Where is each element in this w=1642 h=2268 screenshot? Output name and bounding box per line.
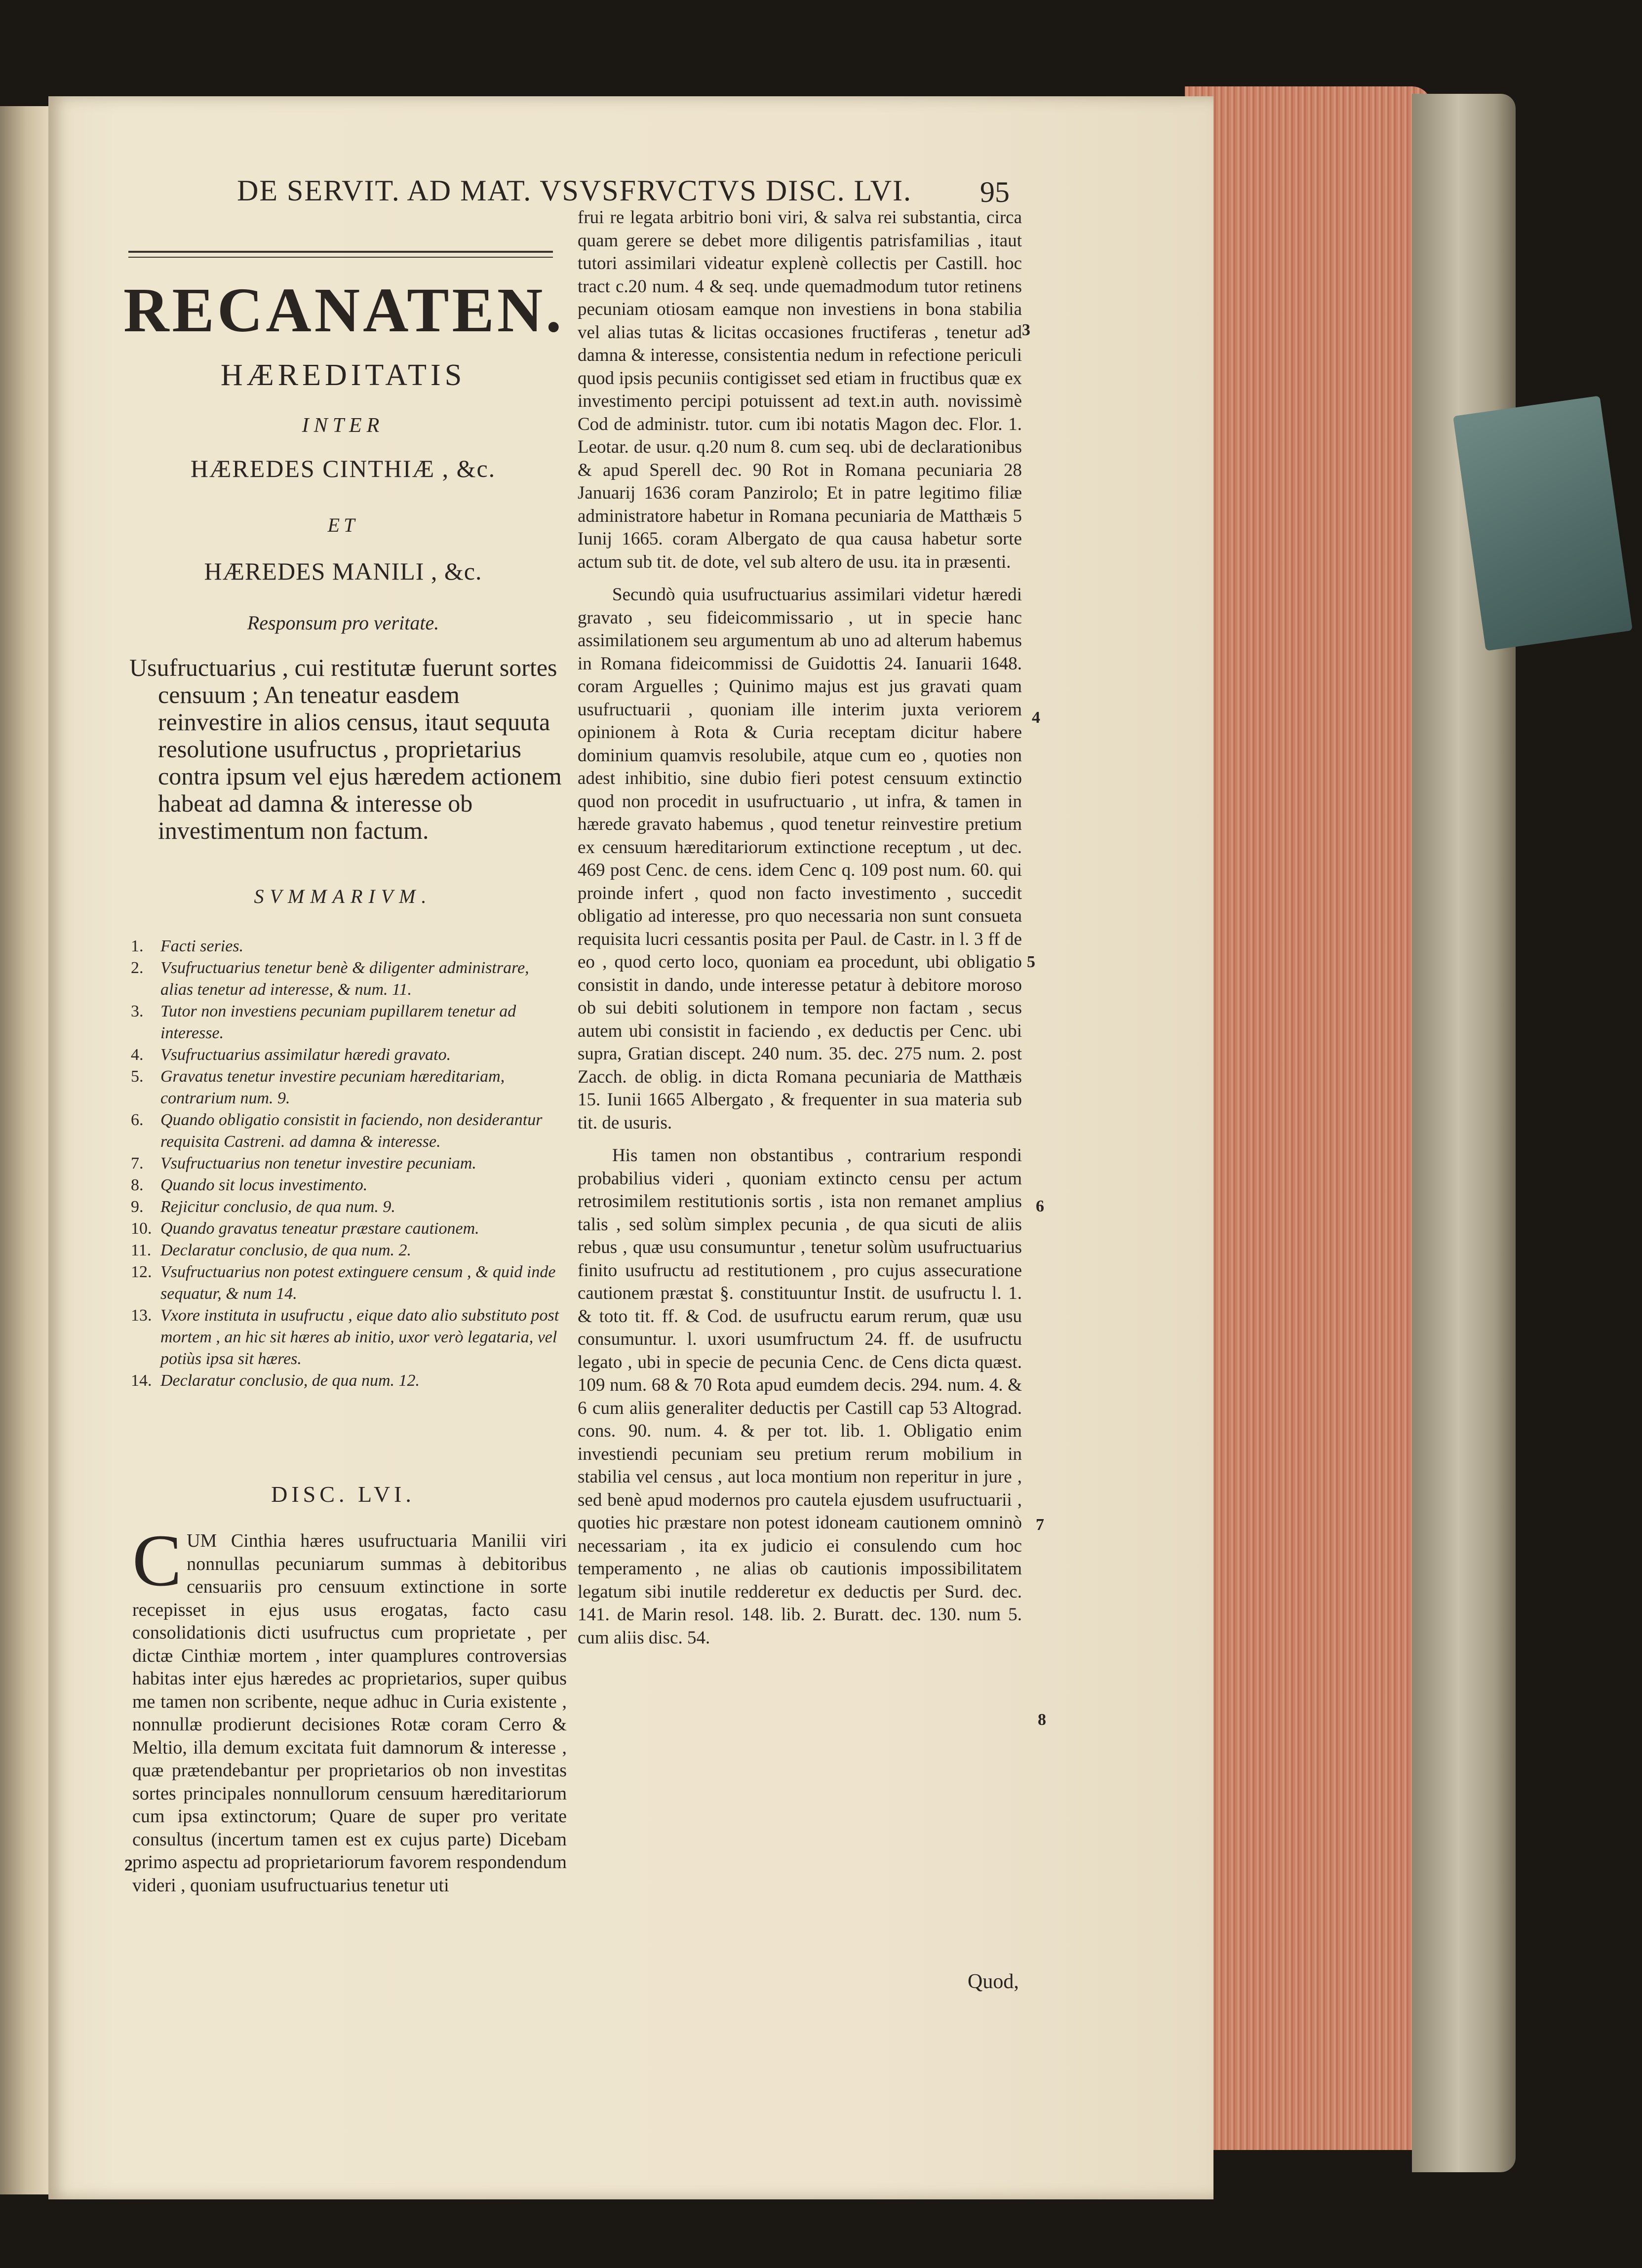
summary-item — [131, 1066, 565, 1109]
margin-number: 5 — [1027, 953, 1035, 971]
book-cover — [1412, 94, 1516, 2172]
header-rule — [128, 251, 553, 253]
summary-item-number: 14. — [131, 1371, 152, 1390]
party-one: HÆREDES CINTHIÆ , &c. — [190, 455, 496, 482]
header-rule-thin — [128, 257, 553, 258]
summarium-heading: SVMMARIVM. — [254, 885, 432, 907]
left-body-text — [132, 1520, 567, 1897]
summary-item-number: 6. — [131, 1111, 144, 1129]
summary-item-text: Tutor non investiens pecuniam pupillarem tenetur ad interesse. — [160, 1002, 516, 1042]
margin-number: 6 — [1036, 1197, 1044, 1215]
summary-item-text: Declaratur conclusio, de qua num. 2. — [160, 1241, 412, 1259]
summary-item-number: 11. — [131, 1241, 152, 1259]
summary-item-number: 9. — [131, 1198, 144, 1216]
page-block-edges — [1185, 86, 1432, 2150]
summary-item — [131, 957, 565, 1001]
page-number: 95 — [980, 176, 1010, 208]
summary-item — [131, 1044, 565, 1066]
summary-item-number: 2. — [131, 959, 144, 977]
summary-item — [131, 1261, 565, 1305]
facing-page-edge — [0, 106, 48, 2194]
margin-number: 8 — [1038, 1711, 1046, 1729]
summary-item-number: 7. — [131, 1154, 144, 1173]
question-rest: censuum ; An teneatur easdem reinvestire in alios census, itaut sequuta resolutione usufructus , proprietarius contra ipsum vel ejus hæredem actionem habeat ad damna & interesse ob investimentum non factum. — [158, 681, 562, 844]
summary-item-text: Quando obligatio consistit in faciendo, non desiderantur requisita Castreni. ad damna & interesse. — [160, 1111, 543, 1151]
summary-item-text: Vsufructuarius non tenetur investire pecuniam. — [160, 1154, 476, 1173]
party-two: HÆREDES MANILI , &c. — [204, 557, 482, 585]
summary-item-text: Rejicitur conclusio, de qua num. 9. — [160, 1198, 395, 1216]
right-paragraph-1: frui re legata arbitrio boni viri, & salva rei substantia, circa quam gerere se debet more diligentis patrisfamilias , itaut tutori assimilari videatur explenè collectis per Castill. hoc tract c.20 num. 4 & seq. unde quemadmodum tutor retinens pecuniam otiosam eamque non investiens in bona stabilia vel alias tutas & licitas occasiones fructiferas , tenetur ad damna & interesse, consistentia nedum in refectione periculi quod ipsis pecuniis contigisset sed etiam in fructibus quæ ex investimento percipi potuissent ad text.in auth. novissimè Cod de administr. tutor. cum ibi notatis Magon dec. Flor. 1. Leotar. de usur. q.20 num 8. cum seq. ubi de declarationibus & apud Sperell dec. 90 Rot in Romana pecuniaria 28 Januarij 1636 coram Panzirolo; Et in patre legitimo filiæ administratore habetur in Romana pecuniaria de Matthæis 5 Iunij 1665. coram Albergato de qua causa habetur sorte actum sub tit. de dote, vel sub altero de usu. ita in præsenti. — [578, 207, 1022, 572]
left-body-paragraph: UM Cinthia hæres usufructuaria Manilii viri nonnullas pecuniarum summas à debitoribus censuariis pro censuum extinctione in sorte recepisset in ejus usus erogatas, facto casu consolidationis dicti usufructus cum proprietate , per dictæ Cinthiæ mortem , inter quamplures controversias habitas inter ejus hæredes ac proprietarios, super quibus me tamen non scribente, neque adhuc in Curia existente , nonnullæ prodierunt decisiones Rotæ coram Cerro & Meltio, illa demum excitata fuit damnorum & interesse , quæ prætendebantur per proprietarios ob non investitas sortes principales nonnullorum censuum hæreditariorum cum ipsa extinctorum; Quare de super pro veritate consultus (incertum tamen est ex cujus parte) Dicebam primo aspectu ad proprietariorum favorem respondendum videri , quoniam usufructuarius tenetur uti — [132, 1530, 567, 1896]
right-paragraph-3: His tamen non obstantibus , contrarium respondi probabilius videri , quoniam extincto censu per actum retrosimilem restitutionis sortis , ista non remanet amplius talis , sed solùm simplex pecunia , de qua sicuti de aliis rebus , quæ usu consumuntur , tenetur solùm usufructuarius finito usufructu ad restitutionem , pro cujus assecuratione cautionem præstat §. constituuntur Instit. de usufructu l. 1. & toto tit. ff. & Cod. de usufructu earum rerum, quæ usu consumuntur. l. uxori usumfructum 24. ff. de usufructu legato , ubi in specie de pecunia Cenc. de Cens dicta quæst. 109 num. 68 & 70 Rota apud eumdem decis. 294. num. 4. & 6 cum aliis generaliter deductis per Castill cap 53 Altograd. cons. 90. num. 4. & per tot. lib. 1. Obligatio enim investiendi pecuniam seu pretium rerum mobilium in stabilia vel census , aut loca montium non reperitur in jure , sed benè apud modernos pro cautela ejusdem usufructuarii , quoties hic præstare non potest idoneam cautionem omninò necessariam , ita ex judicio ei consulendo cum hoc temperamento , ne alias ob cautionis impossibilitatem legatum sibi inutile redderetur ex deductis per Surd. dec. 141. de Marin resol. 148. lib. 2. Buratt. dec. 130. num 5. cum aliis disc. 54. — [578, 1145, 1022, 1648]
responsum-label: Responsum pro veritate. — [247, 612, 439, 634]
summary-item-text: Declaratur conclusio, de qua num. 12. — [160, 1371, 420, 1390]
summary-item-text: Quando sit locus investimento. — [160, 1176, 368, 1194]
summary-item — [131, 1240, 565, 1261]
summary-item-number: 12. — [131, 1263, 152, 1281]
et-label: ET — [327, 514, 359, 536]
summary-item — [131, 1001, 565, 1044]
case-title: RECANATEN. — [123, 275, 565, 345]
inter-label: INTER — [302, 414, 385, 437]
summary-item-text: Vsufructuarius non potest extinguere censum , & quid inde sequatur, & num 14. — [160, 1263, 556, 1303]
summary-item — [131, 936, 565, 957]
summary-item — [131, 1218, 565, 1240]
catchword: Quod, — [968, 1970, 1019, 1993]
summary-item-number: 10. — [131, 1219, 152, 1238]
margin-number: 3 — [1022, 321, 1030, 339]
summary-item-text: Gravatus tenetur investire pecuniam hæreditariam, contrarium num. 9. — [160, 1067, 505, 1107]
summary-item-number: 5. — [131, 1067, 144, 1086]
summary-item-number: 1. — [131, 937, 144, 955]
summary-item — [131, 1174, 565, 1196]
margin-number: 7 — [1036, 1516, 1044, 1534]
question-first-line: Usufructuarius , cui restitutæ fuerunt sortes — [129, 654, 557, 681]
margin-number: 4 — [1032, 708, 1040, 727]
case-subtitle: HÆREDITATIS — [220, 358, 466, 392]
summary-item-number: 3. — [131, 1002, 144, 1020]
summary-list — [131, 936, 565, 1392]
margin-number: 2 — [124, 1856, 133, 1875]
right-body-text — [578, 206, 1022, 1659]
summary-item-text: Facti series. — [160, 937, 244, 955]
summary-item-text: Vxore instituta in usufructu , eique dato alio substituto post mortem , an hic sit hæres ab initio, uxor verò legataria, vel potiùs ipsa sit hæres. — [160, 1306, 559, 1368]
summary-item — [131, 1370, 565, 1392]
summary-item-number: 13. — [131, 1306, 152, 1325]
summary-item — [131, 1153, 565, 1174]
drop-cap: C — [132, 1520, 182, 1602]
summary-item — [131, 1305, 565, 1370]
right-paragraph-2: Secundò quia usufructuarius assimilari videtur hæredi gravato , seu fideicommissario , ut in specie hanc assimilationem seu argumentum ab uno ad alterum habemus in Romana fideicommissi de Guidottis 24. Ianuarii 1648. coram Arguelles ; Quinimo majus est jus gravati quam usufructuarii , quoniam ille interim juxta veriorem opinionem à Rota & Curia receptam dicitur habere dominium quamvis resolubile, atque cum eo , quoties non adest inhibitio, sine dubio fieri potest censuum extinctio quod non procedit in usufructuario , ut infra, & tamen in hærede gravato habemus , quod tenetur reinvestire pretium ex censuum hæreditariorum extinctione receptum , ut dec. 469 post Cenc. de cens. idem Cenc q. 109 post num. 60. qui proinde infert , quod non facto investimento , succedit obligatio ad interesse, pro quo necessaria non sunt consueta requisita lucri cessantis posita per Paul. de Castr. in l. 3 ff de eo , quod certo loco, quoniam ea procedunt, ubi obligatio consistit in dando, unde interesse petatur à debitore moroso ob sui debiti solutionem in tempore non factam , secus autem ubi consistit in faciendo , ex deductis per Cenc. ubi supra, Gratian discept. 240 num. 35. dec. 275 num. 2. post Zacch. de oblig. in dicta Romana pecuniaria de Matthæis 15. Iunii 1665 Albergato , & frequenter in sua materia sub tit. de usuris. — [578, 585, 1022, 1133]
summary-item-number: 8. — [131, 1176, 144, 1194]
summary-item-text: Vsufructuarius tenetur benè & diligenter administrare, alias tenetur ad interesse, & num. 11. — [160, 959, 529, 999]
running-head: DE SERVIT. AD MAT. VSVSFRVCTVS DISC. LVI. — [237, 174, 912, 207]
summary-item — [131, 1109, 565, 1153]
summary-item-text: Vsufructuarius assimilatur hæredi gravato. — [160, 1046, 451, 1064]
summary-item-number: 4. — [131, 1046, 144, 1064]
discourse-heading: DISC. LVI. — [271, 1482, 415, 1507]
summary-item — [131, 1196, 565, 1218]
summary-item-text: Quando gravatus teneatur præstare cautionem. — [160, 1219, 479, 1238]
question-paragraph — [129, 654, 564, 844]
